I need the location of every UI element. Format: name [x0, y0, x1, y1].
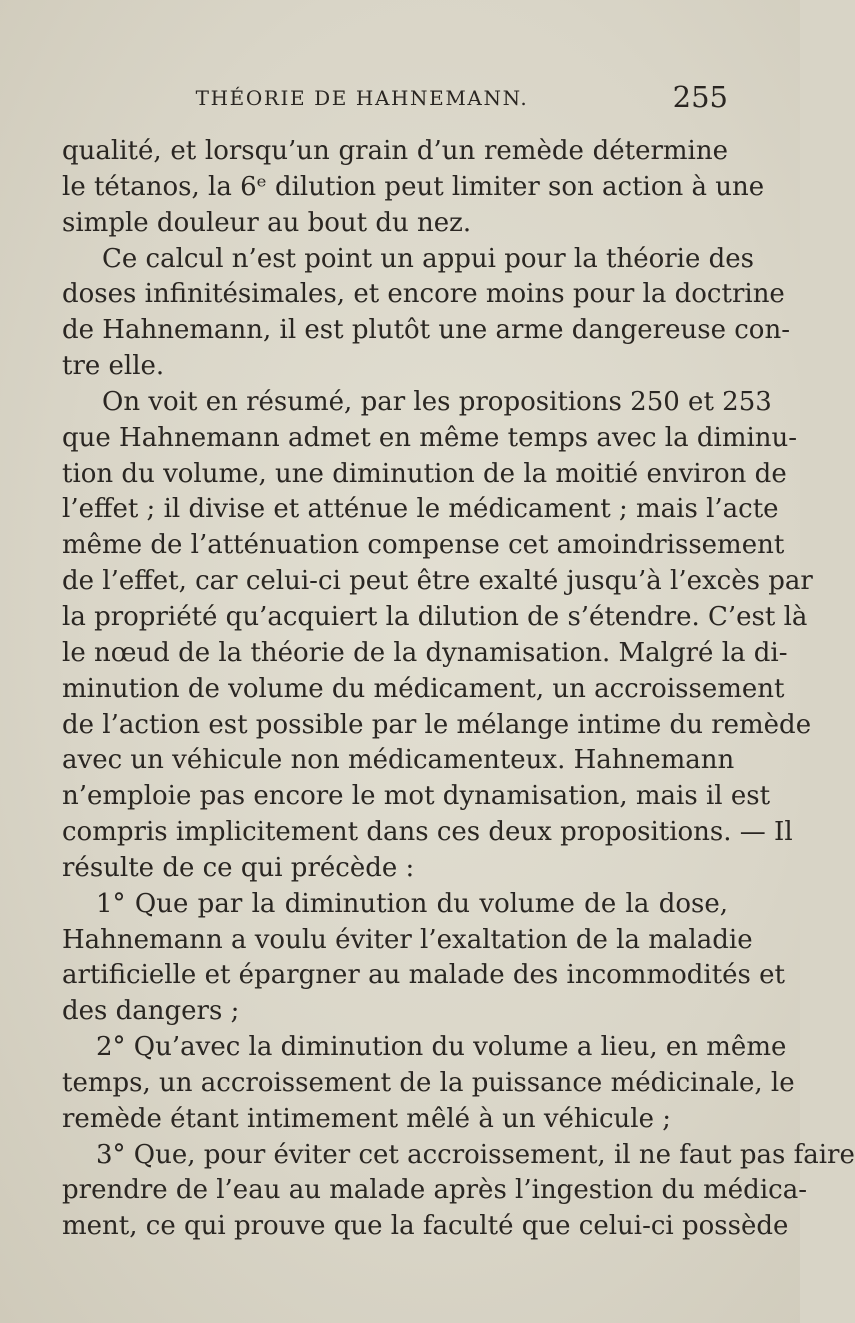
- text-line: 1° Que par la diminution du volume de la dose,: [96, 888, 728, 919]
- text-line: la propriété qu’acquiert la dilution de s’étendre. C’est là: [62, 601, 808, 632]
- text-line: ment, ce qui prouve que la faculté que celui-ci possède: [62, 1211, 789, 1242]
- text-line: prendre de l’eau au malade après l’ingestion du médica-: [62, 1175, 807, 1206]
- text-line: On voit en résumé, par les propositions 250 et 253: [102, 386, 772, 417]
- running-title: THÉORIE DE HAHNEMANN.: [195, 86, 529, 110]
- text-line: tre elle.: [62, 351, 165, 382]
- page-number: 255: [672, 80, 728, 114]
- text-line: 3° Que, pour éviter cet accroissement, il ne faut pas faire: [96, 1139, 855, 1170]
- text-line: remède étant intimement mêlé à un véhicule ;: [62, 1103, 672, 1134]
- text-line: avec un véhicule non médicamenteux. Hahnemann: [62, 745, 735, 776]
- text-line: de l’effet, car celui-ci peut être exalté jusqu’à l’excès par: [62, 566, 813, 597]
- body-text: [62, 134, 855, 1245]
- text-line: minution de volume du médicament, un accroissement: [62, 673, 785, 704]
- text-line: l’effet ; il divise et atténue le médicament ; mais l’acte: [62, 494, 779, 525]
- text-line: Hahnemann a voulu éviter l’exaltation de la maladie: [62, 924, 753, 955]
- text-line: qualité, et lorsqu’un grain d’un remède détermine: [62, 136, 728, 166]
- text-line: de l’action est possible par le mélange intime du remède: [62, 709, 812, 740]
- text-line: tion du volume, une diminution de la moitié environ de: [62, 458, 787, 489]
- running-head: [62, 80, 728, 116]
- text-line: le nœud de la théorie de la dynamisation. Malgré la di-: [62, 637, 788, 668]
- text-line: de Hahnemann, il est plutôt une arme dangereuse con-: [62, 315, 790, 346]
- text-line: n’emploie pas encore le mot dynamisation, mais il est: [62, 781, 771, 812]
- text-line: résulte de ce qui précède :: [62, 852, 415, 883]
- text-line: artificielle et épargner au malade des incommodités et: [62, 960, 785, 991]
- text-line: 2° Qu’avec la diminution du volume a lieu, en même: [96, 1032, 787, 1063]
- text-line: même de l’atténuation compense cet amoindrissement: [62, 530, 785, 561]
- text-line: compris implicitement dans ces deux propositions. — Il: [62, 817, 793, 848]
- text-line: que Hahnemann admet en même temps avec la diminu-: [62, 422, 798, 453]
- text-line: le tétanos, la 6ᵉ dilution peut limiter son action à une: [62, 171, 765, 202]
- text-line: temps, un accroissement de la puissance médicinale, le: [62, 1067, 795, 1098]
- text-line: Ce calcul n’est point un appui pour la théorie des: [102, 243, 755, 274]
- text-line: doses infinitésimales, et encore moins pour la doctrine: [62, 279, 785, 310]
- text-line: des dangers ;: [62, 996, 240, 1027]
- text-line: simple douleur au bout du nez.: [62, 207, 472, 238]
